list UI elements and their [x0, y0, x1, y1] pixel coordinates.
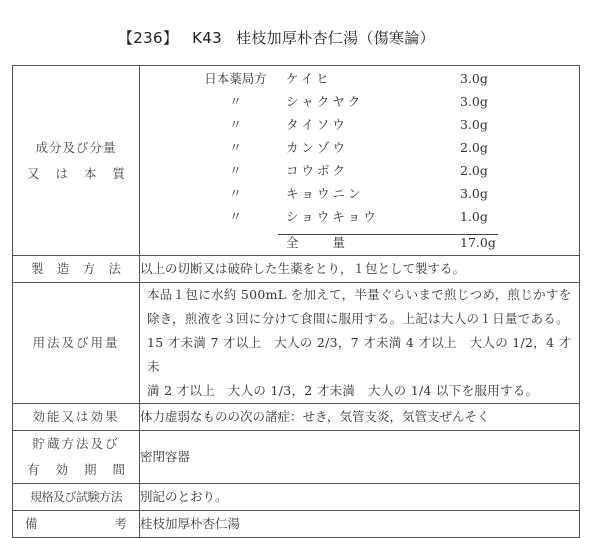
manufacturing-text: 以上の切断又は破砕した生薬をとり，１包として製する。: [140, 256, 580, 283]
ingredient-amount: 3.0g: [460, 70, 488, 86]
ingredient-source: 〃: [229, 185, 242, 201]
ingredient-row: [140, 159, 579, 183]
storage-text: 密閉容器: [140, 431, 580, 484]
label-ingredients-line2: [13, 161, 139, 187]
ingredient-name: タイソウ: [286, 116, 348, 132]
ingredient-name: コウボク: [286, 162, 349, 178]
ingredient-source: 〃: [229, 208, 242, 224]
formula-spec-table: [12, 65, 580, 538]
label-char: 方: [82, 261, 96, 276]
ingredient-amount: 3.0g: [460, 185, 488, 201]
ingredient-source: 〃: [229, 116, 242, 132]
dosage-text: [140, 283, 580, 404]
entry-code: K43: [192, 29, 222, 47]
ingredients-list: [140, 66, 580, 256]
ingredient-row: [140, 67, 579, 91]
ingredient-name: キョウニン: [286, 185, 364, 201]
ingredient-row: [140, 113, 579, 137]
dosage-line: 満 2 才以上 大人の 1/3，2 才未満 大人の 1/4 以下を服用する。: [147, 383, 539, 398]
label-storage-line1: 貯蔵方法及び: [32, 436, 120, 451]
ingredient-name: ケイヒ: [286, 70, 332, 86]
dosage-line: 15 才未満 7 才以上 大人の 2/3，7 才未満 4 才以上 大人の 1/2，4 才未: [147, 335, 572, 374]
total-amount: 17.0g: [460, 234, 496, 250]
label-ingredients-line1: 成分及び分量: [35, 139, 117, 155]
row-efficacy: [13, 404, 580, 431]
label-char: 有: [27, 462, 40, 477]
ingredient-source: 〃: [229, 162, 242, 178]
label-char: 製: [31, 261, 44, 276]
row-dosage: [13, 283, 580, 404]
ingredient-amount: 3.0g: [460, 93, 488, 109]
row-manufacturing: [13, 256, 580, 283]
label-char: 法: [108, 261, 121, 276]
ingredient-name: シャクヤク: [286, 93, 364, 109]
total-label-char: 全: [286, 234, 299, 250]
label-specification: 規格及び試験方法: [13, 484, 140, 511]
ingredient-source: 日本薬局方: [204, 70, 267, 86]
label-ingredients: [13, 66, 140, 256]
ingredient-amount: 1.0g: [460, 208, 488, 224]
efficacy-text: 体力虚弱なものの次の諸症：せき，気管支炎，気管支ぜんそく: [140, 404, 580, 431]
label-char: 質: [112, 165, 125, 181]
row-remarks: [13, 511, 580, 538]
row-ingredients: [13, 66, 580, 256]
row-storage: [13, 431, 580, 484]
ingredient-amount: 2.0g: [460, 139, 488, 155]
label-dosage: 用法及び用量: [13, 283, 140, 404]
ingredient-row: [140, 136, 579, 160]
entry-number: 【236】: [118, 29, 179, 47]
label-remarks: [13, 511, 140, 538]
ingredient-name: カンゾウ: [286, 139, 349, 155]
label-efficacy: 効能又は効果: [13, 404, 140, 431]
ingredient-row: [140, 182, 579, 206]
label-char: は: [55, 165, 68, 181]
document-title: [118, 27, 435, 48]
label-char: 造: [56, 261, 70, 276]
total-label: [286, 231, 345, 255]
ingredient-row: [140, 90, 579, 114]
dosage-line: 本品１包に水約 500mL を加えて，半量ぐらいまで煎じつめ，煎じかすを: [147, 287, 572, 302]
total-label-char: 量: [332, 234, 346, 250]
label-char: 効: [55, 462, 68, 477]
ingredient-row: [140, 205, 579, 229]
ingredient-source: 〃: [229, 93, 242, 109]
total-row: [140, 231, 579, 255]
dosage-line: 除き，煎液を３回に分けて食間に服用する。上記は大人の１日量である。: [147, 311, 569, 326]
label-storage-line2: [13, 457, 139, 483]
formula-name: 桂枝加厚朴杏仁湯（傷寒論）: [235, 29, 435, 47]
row-specification: [13, 484, 580, 511]
label-char: 本: [83, 165, 97, 181]
label-manufacturing: [13, 256, 140, 283]
specification-text: 別記のとおり。: [140, 484, 580, 511]
label-char: 又: [27, 165, 40, 181]
label-char: 考: [114, 516, 127, 531]
ingredient-amount: 3.0g: [460, 116, 488, 132]
ingredient-name: ショウキョウ: [286, 208, 379, 224]
label-char: 備: [25, 516, 38, 531]
label-char: 間: [112, 462, 125, 477]
label-char: 期: [83, 462, 97, 477]
remarks-text: 桂枝加厚朴杏仁湯: [140, 511, 580, 538]
label-storage: [13, 431, 140, 484]
ingredient-amount: 2.0g: [460, 162, 488, 178]
ingredient-source: 〃: [229, 139, 242, 155]
